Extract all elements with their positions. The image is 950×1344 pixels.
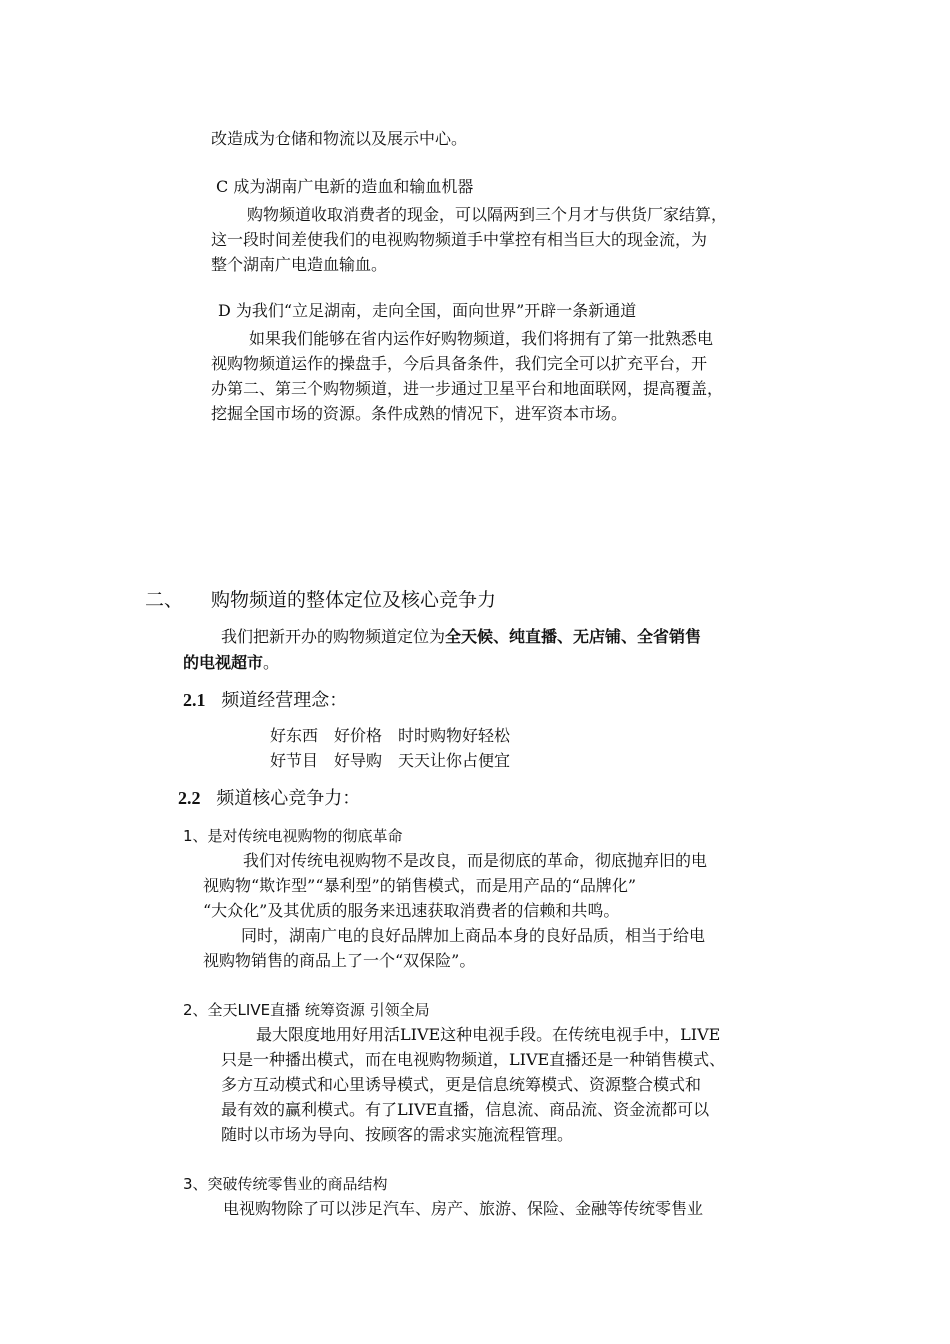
item-2-body-line: 最大限度地用好用活LIVE这种电视手段。在传统电视手中，LIVE — [256, 1025, 721, 1044]
chapter-number: 二、 — [145, 589, 184, 611]
positioning-suffix: 。 — [263, 653, 280, 672]
item-2-title: 2、全天LIVE直播 统筹资源 引领全局 — [183, 1001, 430, 1019]
section-2-1-title: 频道经营理念： — [221, 690, 348, 711]
item-3-title: 3、突破传统零售业的商品结构 — [183, 1175, 388, 1193]
section-2-2-heading — [178, 785, 360, 812]
item-2-body-line: 最有效的赢利模式。有了LIVE直播，信息流、商品流、资金流都可以 — [221, 1100, 710, 1119]
item-1-body-line: 视购物“欺诈型”“暴利型”的销售模式，而是用产品的“品牌化” — [203, 876, 637, 895]
section-d-body-line: 挖掘全国市场的资源。条件成熟的情况下，进军资本市场。 — [211, 404, 628, 423]
item-2-body-line: 只是一种播出模式，而在电视购物频道，LIVE直播还是一种销售模式、 — [221, 1050, 726, 1069]
section-2-1-heading — [183, 687, 347, 714]
section-c-body-line: 这一段时间差使我们的电视购物频道手中掌控有相当巨大的现金流，为 — [211, 230, 708, 249]
slogan-line: 好东西 好价格 时时购物好轻松 — [270, 726, 511, 745]
item-3-body-line: 电视购物除了可以涉足汽车、房产、旅游、保险、金融等传统零售业 — [223, 1199, 704, 1218]
positioning-bold-1: 全天候、纯直播、无店铺、全省销售 — [445, 627, 702, 646]
section-c-intro-tail: 改造成为仓储和物流以及展示中心。 — [211, 129, 468, 148]
positioning-bold-2: 的电视超市 — [183, 653, 264, 672]
item-1-body-line: “大众化”及其优质的服务来迅速获取消费者的信赖和共鸣。 — [203, 901, 620, 920]
section-d-body-line: 视购物频道运作的操盘手，今后具备条件，我们完全可以扩充平台，开 — [211, 354, 708, 373]
section-c-body-line: 购物频道收取消费者的现金，可以隔两到三个月才与供货厂家结算， — [247, 205, 728, 224]
section-c-title: C 成为湖南广电新的造血和输血机器 — [216, 177, 474, 196]
positioning-prefix: 我们把新开办的购物频道定位为 — [221, 627, 446, 646]
section-2-2-number: 2.2 — [178, 788, 201, 808]
positioning-line-1 — [221, 624, 701, 650]
section-c-body-line: 整个湖南广电造血输血。 — [211, 255, 388, 274]
section-d-title: D 为我们“立足湖南，走向全国，面向世界”开辟一条新通道 — [218, 301, 637, 320]
section-d-body-line: 办第二、第三个购物频道，进一步通过卫星平台和地面联网，提高覆盖， — [211, 379, 724, 398]
item-1-body-line: 我们对传统电视购物不是改良，而是彻底的革命，彻底抛弃旧的电 — [243, 851, 708, 870]
item-1-body-line: 视购物销售的商品上了一个“双保险”。 — [203, 951, 476, 970]
slogan-line: 好节目 好导购 天天让你占便宜 — [270, 751, 511, 770]
section-2-2-title: 频道核心竞争力： — [216, 788, 361, 809]
item-2-body-line: 随时以市场为导向、按顾客的需求实施流程管理。 — [221, 1125, 574, 1144]
item-1-title: 1、是对传统电视购物的彻底革命 — [183, 827, 403, 845]
section-d-body-line: 如果我们能够在省内运作好购物频道，我们将拥有了第一批熟悉电 — [249, 329, 714, 348]
positioning-line-2 — [183, 650, 279, 676]
item-1-body-line: 同时，湖南广电的良好品牌加上商品本身的良好品质，相当于给电 — [241, 926, 706, 945]
section-2-1-number: 2.1 — [183, 690, 206, 710]
item-2-body-line: 多方互动模式和心里诱导模式，更是信息统筹模式、资源整合模式和 — [221, 1075, 702, 1094]
chapter-title: 购物频道的整体定位及核心竞争力 — [211, 589, 497, 611]
